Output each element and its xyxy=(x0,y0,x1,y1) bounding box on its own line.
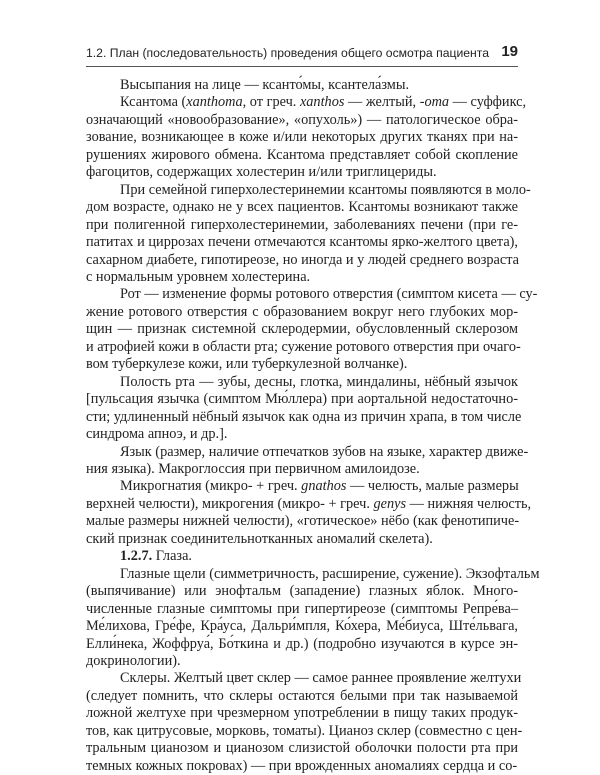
text-line: При семейной гиперхолестеринемии ксантомы появляются в моло- xyxy=(120,181,531,198)
text-line: означающий «новообразование», «опухоль») — патологическое обра- xyxy=(86,111,518,128)
text-line: с нормальным уровнем холестерина. xyxy=(86,268,311,285)
text-line: темных кожных покровах) — при врожденных аномалиях сердца и со- xyxy=(86,757,518,774)
text-line: Полость рта — зубы, десны, глотка, миндалины, нёбный язычок xyxy=(120,373,518,390)
paragraph xyxy=(86,478,532,548)
text-line: численные глазные симптомы при гипертиреозе (симптомы Репре́ва– xyxy=(86,600,518,617)
text-line: верхней челюсти), микрогения (микро- + греч. genys — нижняя челюсть, xyxy=(86,495,532,512)
text-line: щин — признак системной склеродермии, обусловленный склерозом xyxy=(86,321,518,338)
text-line: ложной желтухе при чрезмерном употреблении в пищу таких продук- xyxy=(86,705,518,722)
text-line: фагоцитов, содержащих холестерин и/или триглицериды. xyxy=(86,164,437,181)
text-line: Ксантома (xanthoma, от греч. xanthos — желтый, -oma — суффикс, xyxy=(120,94,527,111)
running-header xyxy=(86,42,518,64)
text-line: ский признак соединительнотканных аномалий скелета). xyxy=(86,530,433,547)
text-line: Рот — изменение формы ротового отверстия (симптом кисета — су- xyxy=(120,286,538,303)
header-title: 1.2. План (последовательность) проведения общего осмотра пациента xyxy=(86,46,489,60)
text-line: (выпячивание) или энофтальм (западение) глазных яблок. Много- xyxy=(86,583,518,600)
text-line: ния языка). Макроглоссия при первичном амилоидозе. xyxy=(86,460,420,477)
text-line: дом возрасте, однако не у всех пациентов. Ксантомы возникают также xyxy=(86,199,518,216)
paragraph xyxy=(86,565,540,671)
text-line: Елли́нека, Жоффруа́, Бо́ткина и др.) (подробно изучаются в курсе эн- xyxy=(86,635,518,652)
text-line: рушениях жирового обмена. Ксантома представляет собой скопление xyxy=(86,146,518,163)
header-divider xyxy=(86,66,518,67)
text-line: тов, как цитрусовые, морковь, томаты). Цианоз склер (совместно с цен- xyxy=(86,722,523,739)
text-line: при полигенной гиперхолестеринемии, заболеваниях печени (при ге- xyxy=(86,216,518,233)
text-line: [пульсация язычка (симптом Мю́ллера) при аортальной недостаточно- xyxy=(86,391,518,408)
text-line: жение ротового отверстия с образованием вокруг него глубоких мор- xyxy=(86,303,518,320)
text-line: Язык (размер, наличие отпечатков зубов на языке, характер движе- xyxy=(120,443,529,460)
paragraph xyxy=(86,77,518,94)
text-line: Микрогнатия (микро- + греч. gnathos — челюсть, малые размеры xyxy=(120,478,519,495)
paragraph xyxy=(86,181,531,287)
text-line: Ме́лихова, Гре́фе, Кра́уса, Дальри́мпля, Ко́хера, Ме́биуса, Ште́львага, xyxy=(86,618,518,635)
text-line: малые размеры нижней челюсти), «готическое» нёбо (как фенотипиче- xyxy=(86,513,520,530)
section-heading xyxy=(86,548,518,565)
text-line: Высыпания на лице — ксанто́мы, ксантела́змы. xyxy=(120,77,410,93)
text-line: вом туберкулезе кожи, или туберкулезной волчанке). xyxy=(86,356,408,373)
text-line: патитах и циррозах печени отмечаются ксантомы ярко-желтого цвета), xyxy=(86,234,518,251)
text-line: синдрома апноэ, и др.]. xyxy=(86,426,228,443)
paragraph xyxy=(86,670,523,775)
page-number: 19 xyxy=(501,43,518,60)
text-line: (следует помнить, что склеры остаются белыми при так называемой xyxy=(86,687,518,704)
text-line: тральным цианозом и цианозом слизистой оболочки полости рта при xyxy=(86,740,518,757)
paragraph xyxy=(86,443,529,479)
paragraph xyxy=(86,373,522,444)
paragraph xyxy=(86,286,538,373)
text-line: зование, возникающее в коже и/или некоторых других тканях при на- xyxy=(86,129,518,146)
paragraph xyxy=(86,94,527,181)
text-line: и атрофией кожи в области рта; сужение ротового отверстия при очаго- xyxy=(86,338,521,355)
text-line: Склеры. Желтый цвет склер — самое раннее проявление желтухи xyxy=(120,670,522,687)
text-line: 1.2.7. Глаза. xyxy=(120,548,192,565)
text-line: докринологии). xyxy=(86,652,181,669)
text-line: Глазные щели (симметричность, расширение, сужение). Экзофтальм xyxy=(120,565,540,582)
body-text xyxy=(86,77,540,775)
text-line: сти; удлиненный нёбный язычок как одна из причин храпа, в том числе xyxy=(86,408,522,425)
text-line: сахарном диабете, гипотиреозе, но иногда и у людей среднего возраста xyxy=(86,251,519,268)
